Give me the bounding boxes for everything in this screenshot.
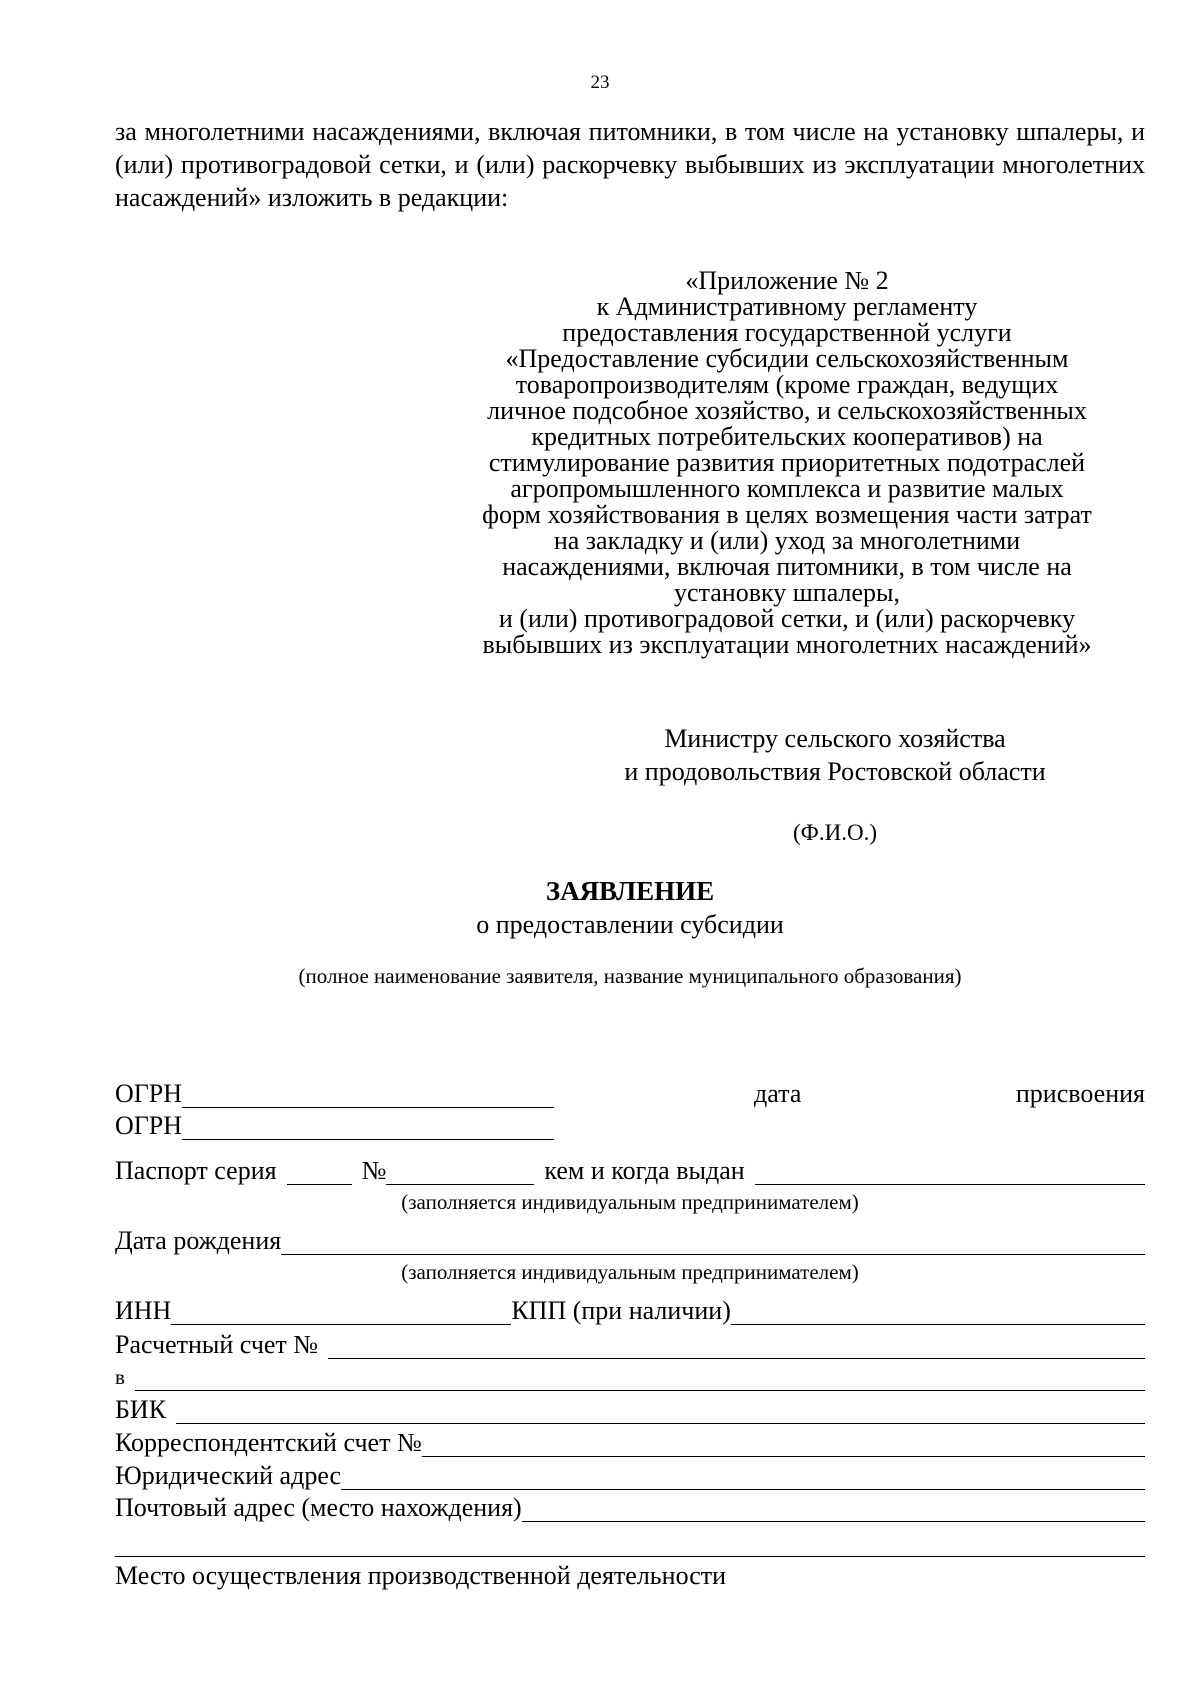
kpp-label: КПП (при наличии)	[511, 1296, 731, 1325]
ogrn2-row	[115, 1110, 1145, 1140]
ogrn-date-field[interactable]	[182, 1115, 554, 1140]
bik-field[interactable]	[176, 1399, 1145, 1424]
postal-label: Почтовый адрес (место нахождения)	[115, 1493, 522, 1522]
appendix-line: выбывших из эксплуатации многолетних насаждений»	[482, 630, 1092, 659]
account-row	[115, 1329, 1145, 1359]
inn-row	[115, 1295, 1145, 1325]
ogrn-row	[115, 1078, 1145, 1108]
appendix-line: на закладку и (или) уход за многолетними	[553, 526, 1021, 555]
appendix-line: насаждениями, включая питомники, в том числе на	[502, 552, 1072, 581]
legal-row	[115, 1460, 1145, 1490]
addressee-line: Министру сельского хозяйства	[664, 724, 1006, 753]
corr-row	[115, 1427, 1145, 1457]
activity-label: Место осуществления производственной деятельности	[115, 1561, 727, 1590]
document-subtitle: о предоставлении субсидии	[476, 910, 784, 939]
addressee-line: и продовольствия Ростовской области	[624, 757, 1046, 786]
appendix-line: установку шпалеры,	[674, 578, 900, 607]
bik-row	[115, 1394, 1145, 1424]
ip-note: (заполняется индивидуальным предпринимателем)	[401, 1190, 859, 1214]
ip-note: (заполняется индивидуальным предпринимателем)	[401, 1260, 859, 1284]
appendix-line: и (или) противоградовой сетки, и (или) раскорчевку	[498, 604, 1076, 633]
intro-paragraph: за многолетними насаждениями, включая питомники, в том числе на установку шпалеры, и (или) противоградовой сетки, и (или) раскорчевку выбывших из эксплуатации многолетних насаждений» изложить в редакции:	[115, 117, 1145, 212]
corr-label: Корреспондентский счет №	[115, 1428, 422, 1457]
inn-label: ИНН	[115, 1296, 172, 1325]
blank-row	[115, 1527, 1145, 1557]
legal-address-field[interactable]	[341, 1465, 1145, 1490]
bank-field[interactable]	[135, 1366, 1145, 1391]
applicant-hint: (полное наименование заявителя, название муниципального образования)	[298, 964, 962, 988]
bik-label: БИК	[115, 1395, 167, 1424]
inn-field[interactable]	[171, 1300, 511, 1325]
appendix-line: стимулирование развития приоритетных подотраслей	[488, 448, 1086, 477]
ogrn-field[interactable]	[182, 1083, 554, 1108]
kpp-field[interactable]	[731, 1300, 1145, 1325]
bank-label: в	[115, 1365, 125, 1389]
birth-row	[115, 1225, 1145, 1255]
ogrn-label: ОГРН	[115, 1079, 183, 1108]
passport-row	[115, 1155, 1145, 1185]
appendix-line: кредитных потребительских кооперативов) на	[531, 422, 1043, 451]
account-label: Расчетный счет №	[115, 1330, 319, 1359]
appendix-header	[442, 268, 1132, 658]
bank-row	[115, 1361, 1145, 1391]
document-title: ЗАЯВЛЕНИЕ	[545, 876, 715, 906]
passport-label: Паспорт серия	[115, 1156, 277, 1185]
issued-label: кем и когда выдан	[544, 1156, 745, 1185]
appendix-line: к Административному регламенту	[596, 292, 978, 321]
postal-address-extra-field[interactable]	[115, 1532, 1145, 1557]
page-number: 23	[590, 72, 610, 93]
appendix-line: товаропроизводителям (кроме граждан, ведущих	[515, 370, 1059, 399]
addressee-block	[585, 722, 1085, 788]
birth-label: Дата рождения	[115, 1226, 282, 1255]
date-label: дата	[754, 1079, 802, 1108]
issued-field[interactable]	[755, 1160, 1145, 1185]
ogrn2-label: ОГРН	[115, 1111, 183, 1140]
postal-row	[115, 1492, 1145, 1522]
account-field[interactable]	[328, 1334, 1145, 1359]
appendix-line: «Предоставление субсидии сельскохозяйственным	[505, 344, 1069, 373]
fio-placeholder: (Ф.И.О.)	[793, 820, 877, 845]
corr-field[interactable]	[422, 1432, 1145, 1457]
birth-date-field[interactable]	[281, 1230, 1145, 1255]
appendix-line: «Приложение № 2	[685, 266, 889, 295]
postal-address-field[interactable]	[522, 1497, 1145, 1522]
passport-number-sign: №	[361, 1156, 387, 1185]
activity-row	[115, 1560, 1145, 1590]
appendix-line: форм хозяйствования в целях возмещения части затрат	[482, 500, 1092, 529]
legal-label: Юридический адрес	[115, 1461, 342, 1490]
appendix-line: агропромышленного комплекса и развитие малых	[510, 474, 1064, 503]
passport-number-field[interactable]	[386, 1160, 534, 1185]
appendix-line: предоставления государственной услуги	[562, 318, 1012, 347]
assign-label: присвоения	[1015, 1079, 1145, 1108]
passport-series-field[interactable]	[287, 1160, 352, 1185]
appendix-line: личное подсобное хозяйство, и сельскохозяйственных	[487, 396, 1087, 425]
